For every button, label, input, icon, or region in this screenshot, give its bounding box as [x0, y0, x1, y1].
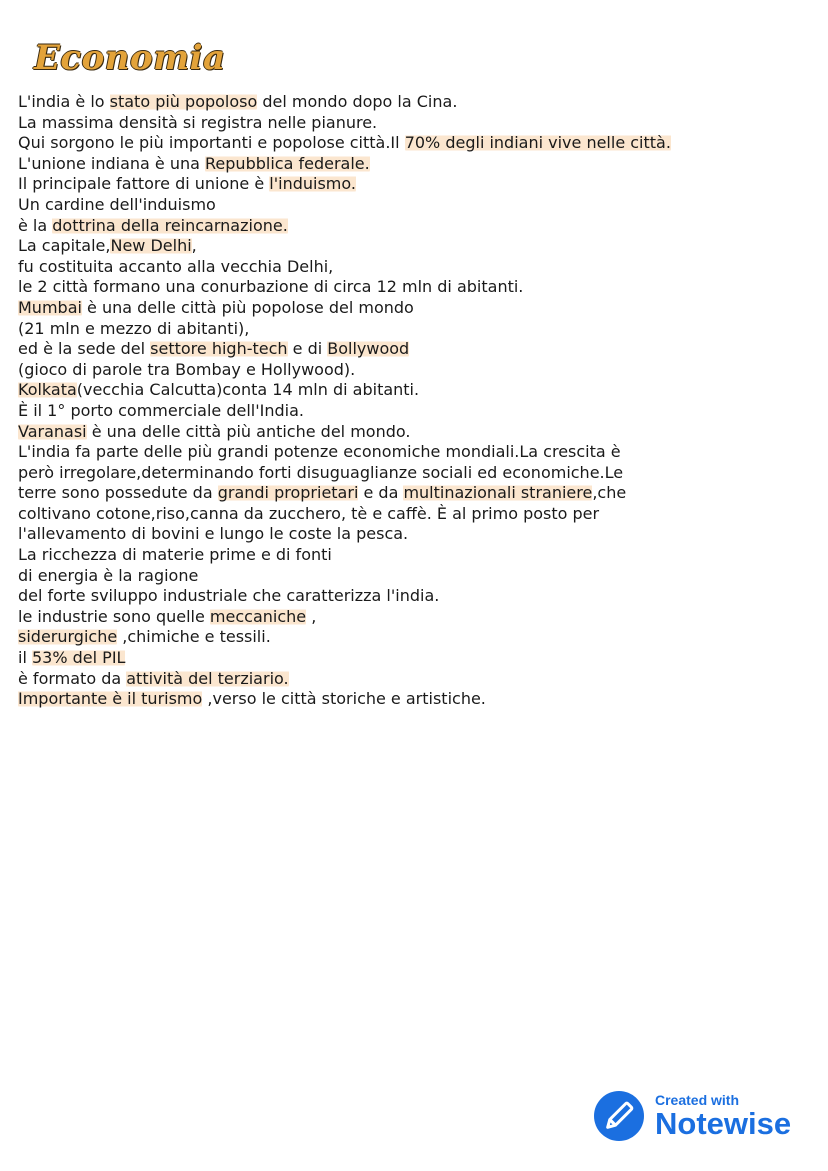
line-text: terre sono possedute da — [18, 483, 218, 503]
line-text: (21 mln e mezzo di abitanti), — [18, 318, 250, 338]
highlighted-text: grandi proprietari — [217, 483, 359, 503]
note-line — [18, 195, 818, 216]
note-line — [18, 504, 818, 525]
line-text: e da — [358, 483, 404, 503]
note-line — [18, 586, 818, 607]
note-line — [18, 319, 818, 340]
note-line — [18, 113, 818, 134]
pencil-icon — [593, 1090, 645, 1142]
note-line — [18, 607, 818, 628]
note-line — [18, 339, 818, 360]
note-line — [18, 360, 818, 381]
line-text: (gioco di parole tra Bombay e Hollywood). — [18, 359, 356, 379]
line-text: è la — [18, 215, 53, 235]
note-line — [18, 689, 818, 710]
line-text: ,verso le città storiche e artistiche. — [202, 689, 486, 709]
line-text: (vecchia Calcutta)conta 14 mln di abitanti. — [76, 380, 420, 400]
note-line — [18, 236, 818, 257]
highlighted-text: multinazionali straniere — [403, 483, 593, 503]
highlighted-text: Mumbai — [18, 297, 82, 317]
highlighted-text: attività del terziario. — [126, 668, 289, 688]
line-text: di energia è la ragione — [18, 565, 199, 585]
line-text: le 2 città formano una conurbazione di circa 12 mln di abitanti. — [18, 277, 524, 297]
note-line — [18, 483, 818, 504]
line-text: L'unione indiana è una — [18, 153, 206, 173]
line-text: fu costituita accanto alla vecchia Delhi, — [18, 256, 334, 276]
line-text: e di — [287, 339, 328, 359]
line-text: Un cardine dell'induismo — [18, 194, 216, 214]
note-line — [18, 545, 818, 566]
line-text: però irregolare,determinando forti disuguaglianze sociali ed economiche.Le — [18, 462, 624, 482]
note-line — [18, 174, 818, 195]
page-title: Economia — [34, 38, 226, 78]
note-line — [18, 216, 818, 237]
line-text: del forte sviluppo industriale che caratterizza l'india. — [18, 586, 440, 606]
note-line — [18, 422, 818, 443]
notewise-badge — [593, 1090, 791, 1142]
highlighted-text: l'induismo. — [269, 174, 356, 194]
line-text: Qui sorgono le più importanti e popolose città.Il — [18, 133, 405, 153]
line-text: ed è la sede del — [18, 339, 151, 359]
highlighted-text: New Delhi — [110, 236, 192, 256]
note-line — [18, 401, 818, 422]
highlighted-text: Repubblica federale. — [205, 153, 370, 173]
line-text: le industrie sono quelle — [18, 606, 210, 626]
highlighted-text: siderurgiche — [18, 627, 118, 647]
highlighted-text: settore high-tech — [150, 339, 288, 359]
line-text: La ricchezza di materie prime e di fonti — [18, 545, 332, 565]
line-text: La massima densità si registra nelle pianure. — [18, 112, 378, 132]
line-text: del mondo dopo la Cina. — [257, 92, 458, 111]
line-text: il — [18, 648, 32, 668]
line-text: è una delle città più antiche del mondo. — [86, 421, 411, 441]
line-text: È il 1° porto commerciale dell'India. — [18, 400, 304, 420]
highlighted-text: dottrina della reincarnazione. — [52, 215, 288, 235]
highlighted-text: 53% del PIL — [31, 648, 126, 668]
note-line — [18, 566, 818, 587]
highlighted-text: Kolkata — [18, 380, 77, 400]
note-line — [18, 257, 818, 278]
line-text: l'allevamento di bovini e lungo le coste la pesca. — [18, 524, 409, 544]
line-text: L'india è lo — [18, 92, 110, 111]
line-text: , — [306, 606, 317, 626]
line-text: L'india fa parte delle più grandi potenze economiche mondiali.La crescita è — [18, 442, 621, 462]
highlighted-text: Varanasi — [18, 421, 87, 441]
highlighted-text: 70% degli indiani vive nelle città. — [404, 133, 671, 153]
note-line — [18, 442, 818, 463]
notes-body — [18, 92, 818, 710]
badge-caption: Created with — [655, 1092, 740, 1108]
line-text: è formato da — [18, 668, 127, 688]
note-line — [18, 298, 818, 319]
highlighted-text: Importante è il turismo — [18, 689, 203, 709]
highlighted-text: meccaniche — [209, 606, 307, 626]
note-line — [18, 380, 818, 401]
note-line — [18, 669, 818, 690]
highlighted-text: Bollywood — [327, 339, 410, 359]
highlighted-text: stato più popoloso — [109, 92, 258, 111]
note-line — [18, 154, 818, 175]
note-line — [18, 463, 818, 484]
note-line — [18, 92, 818, 113]
line-text: è una delle città più popolose del mondo — [81, 297, 414, 317]
badge-brand: Notewise — [655, 1106, 792, 1141]
line-text: coltivano cotone,riso,canna da zucchero, tè e caffè. È al primo posto per — [18, 503, 600, 523]
line-text: , — [191, 236, 197, 256]
line-text: ,che — [592, 483, 627, 503]
note-line — [18, 277, 818, 298]
note-line — [18, 524, 818, 545]
note-line — [18, 133, 818, 154]
line-text: Il principale fattore di unione è — [18, 174, 270, 194]
line-text: ,chimiche e tessili. — [117, 627, 271, 647]
note-line — [18, 648, 818, 669]
note-line — [18, 627, 818, 648]
line-text: La capitale, — [18, 236, 111, 256]
